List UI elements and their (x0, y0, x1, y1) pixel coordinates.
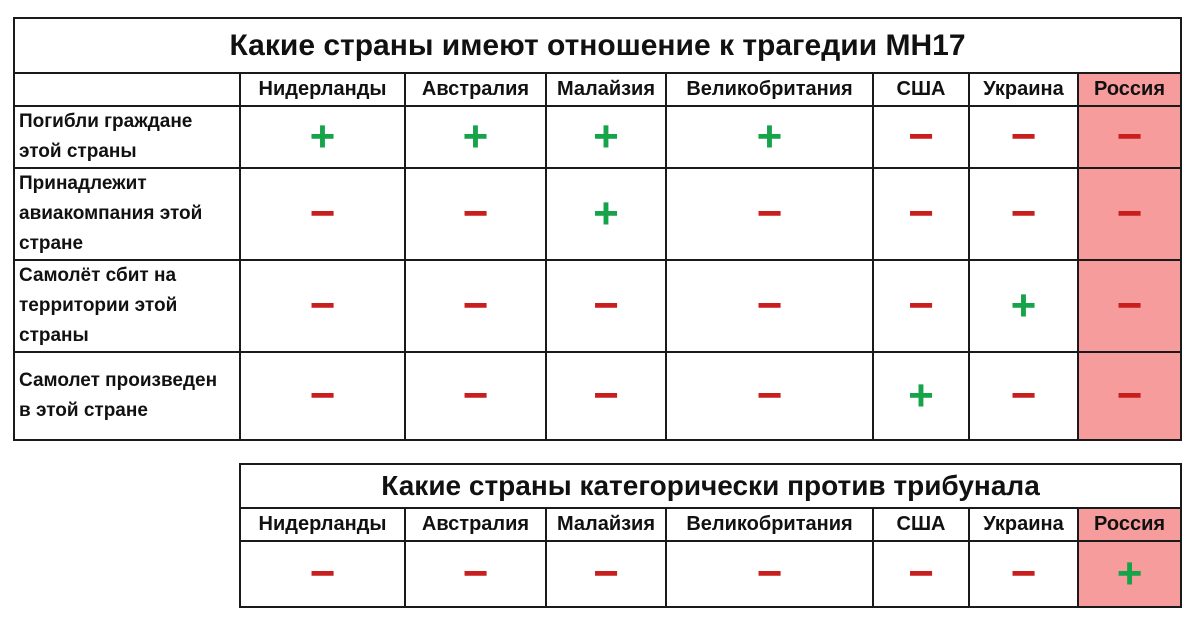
minus-mark: − (908, 189, 934, 238)
mark-cell (969, 106, 1078, 168)
mark-cell (240, 106, 405, 168)
table1-row (14, 352, 1181, 440)
minus-mark: − (593, 281, 619, 330)
minus-mark: − (1010, 112, 1037, 161)
minus-mark: − (756, 189, 783, 238)
mark-cell (873, 260, 969, 352)
mark-cell (240, 260, 405, 352)
mark-cell (666, 352, 873, 440)
minus-mark: − (908, 112, 934, 161)
mh17-relation-table (13, 17, 1182, 441)
mark-cell (873, 106, 969, 168)
mark-cell (969, 260, 1078, 352)
mark-cell (405, 168, 546, 260)
minus-mark: − (1010, 189, 1037, 238)
minus-mark: − (309, 281, 336, 330)
mark-cell (546, 168, 666, 260)
minus-mark: − (1010, 371, 1037, 420)
mark-cell (873, 352, 969, 440)
table2-header-country: Нидерланды (240, 508, 405, 541)
minus-mark: − (462, 189, 489, 238)
mark-cell (240, 541, 405, 607)
mark-cell (546, 352, 666, 440)
mark-cell (1078, 106, 1181, 168)
mark-cell (873, 168, 969, 260)
minus-mark: − (1116, 371, 1143, 420)
minus-mark: − (593, 371, 619, 420)
minus-mark: − (1116, 281, 1143, 330)
table2-title: Какие страны категорически против трибунала (240, 464, 1181, 508)
row-label-line: этой страны (19, 141, 137, 162)
row-label-line: Погибли граждане (19, 111, 193, 132)
plus-mark: + (1116, 549, 1143, 598)
mark-cell (666, 260, 873, 352)
table2-header-country: Великобритания (666, 508, 873, 541)
mark-cell (666, 168, 873, 260)
minus-mark: − (1010, 549, 1037, 598)
plus-mark: + (756, 112, 783, 161)
tribunal-opposition-table (239, 463, 1182, 608)
table2-header-country: Малайзия (546, 508, 666, 541)
row-label-line: в этой стране (19, 400, 148, 421)
table2-header-country: Украина (969, 508, 1078, 541)
row-label-line: страны (19, 325, 89, 346)
table1-row (14, 260, 1181, 352)
mark-cell (666, 541, 873, 607)
minus-mark: − (756, 281, 783, 330)
mark-cell (1078, 260, 1181, 352)
row-label-line: Принадлежит (19, 173, 147, 194)
table1-header-country-russia: Россия (1078, 73, 1181, 106)
mark-cell (546, 541, 666, 607)
row-label-line: авиакомпания этой (19, 203, 203, 224)
mark-cell (969, 168, 1078, 260)
mark-cell (1078, 168, 1181, 260)
table1-row (14, 168, 1181, 260)
minus-mark: − (309, 189, 336, 238)
minus-mark: − (908, 281, 934, 330)
table1-title: Какие страны имеют отношение к трагедии MH17 (14, 18, 1181, 73)
mark-cell (405, 106, 546, 168)
table1-row (14, 106, 1181, 168)
mark-cell (666, 106, 873, 168)
plus-mark: + (593, 189, 619, 238)
minus-mark: − (756, 549, 783, 598)
mark-cell (405, 541, 546, 607)
minus-mark: − (309, 549, 336, 598)
row-label-line: стране (19, 233, 84, 254)
row-label-line: территории этой (19, 295, 178, 316)
table1-header-country: Австралия (405, 73, 546, 106)
mark-cell (1078, 541, 1181, 607)
table1-header-blank (14, 73, 240, 106)
plus-mark: + (593, 112, 619, 161)
mark-cell (240, 168, 405, 260)
mark-cell (405, 352, 546, 440)
plus-mark: + (1010, 281, 1037, 330)
plus-mark: + (309, 112, 336, 161)
minus-mark: − (593, 549, 619, 598)
minus-mark: − (462, 371, 489, 420)
plus-mark: + (908, 371, 934, 420)
mark-cell (1078, 352, 1181, 440)
table2-header-country: Австралия (405, 508, 546, 541)
table1-header-country: Нидерланды (240, 73, 405, 106)
mark-cell (240, 352, 405, 440)
minus-mark: − (756, 371, 783, 420)
mark-cell (546, 106, 666, 168)
mark-cell (546, 260, 666, 352)
table2-row (240, 541, 1181, 607)
row-label (14, 106, 240, 168)
row-label-line: Самолет произведен (19, 370, 218, 391)
plus-mark: + (462, 112, 489, 161)
minus-mark: − (1116, 189, 1143, 238)
minus-mark: − (462, 549, 489, 598)
minus-mark: − (462, 281, 489, 330)
table1-header-country: Малайзия (546, 73, 666, 106)
row-label (14, 168, 240, 260)
mark-cell (969, 352, 1078, 440)
table2-header-country-russia: Россия (1078, 508, 1181, 541)
table2-header-country: США (873, 508, 969, 541)
row-label (14, 352, 240, 440)
table1-header-country: Великобритания (666, 73, 873, 106)
minus-mark: − (309, 371, 336, 420)
mark-cell (405, 260, 546, 352)
row-label-line: Самолёт сбит на (19, 265, 177, 286)
mark-cell (969, 541, 1078, 607)
table1-header-country: США (873, 73, 969, 106)
minus-mark: − (908, 549, 934, 598)
table1-header-country: Украина (969, 73, 1078, 106)
minus-mark: − (1116, 112, 1143, 161)
row-label (14, 260, 240, 352)
mark-cell (873, 541, 969, 607)
